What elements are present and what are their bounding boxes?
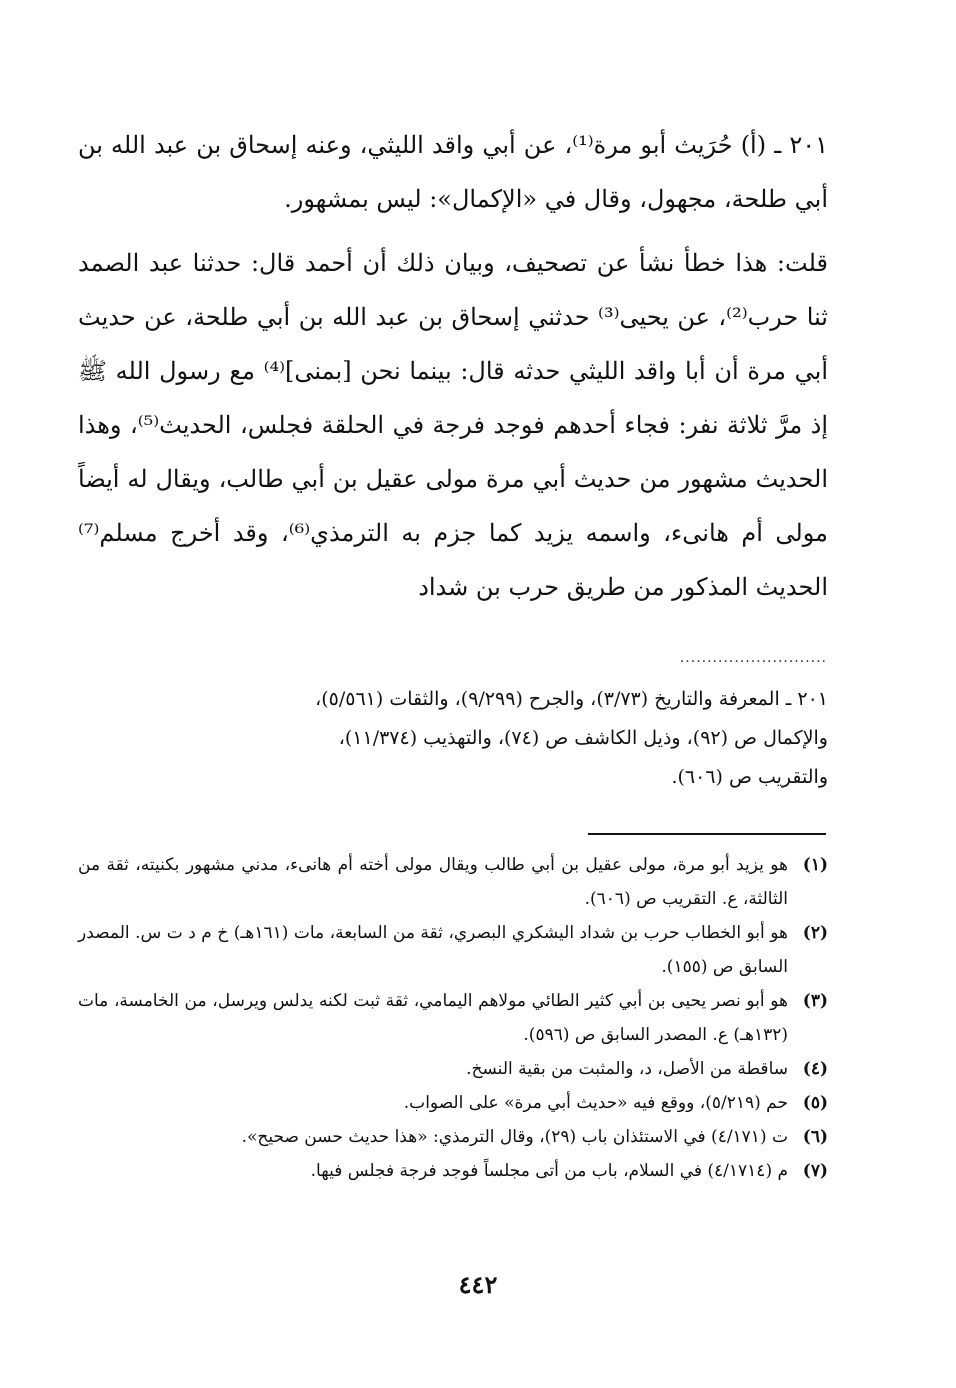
footnote-item [78, 1154, 828, 1188]
footnote-text: هو أبو الخطاب حرب بن شداد اليشكري البصري، ثقة من السابعة، مات (١٦١هـ) خ م د ت س. المصدر السابق ص (١٥٥). [78, 923, 788, 977]
footnote-item [78, 1052, 828, 1086]
footnote-text: حم (٥/٢١٩)، ووقع فيه «حديث أبي مرة» على الصواب. [403, 1093, 788, 1113]
footnote-item [78, 1120, 828, 1154]
footnote-item [78, 848, 828, 916]
main-text-block [78, 118, 828, 614]
footnote-text: هو يزيد أبو مرة، مولى عقيل بن أبي طالب ويقال مولى أخته أم هانىء، مدني مشهور بكنيته، ثقة من الثالثة، ع. التقريب ص (٦٠٦). [78, 855, 788, 909]
footnote-text: م (٤/١٧١٤) في السلام، باب من أتى مجلساً فوجد فرجة فجلس فيها. [310, 1161, 788, 1181]
footnote-number: (١) [802, 855, 828, 875]
entry-paragraph: ٢٠١ ـ (أ) حُرَيث أبو مرة⁽¹⁾، عن أبي واقد الليثي، وعنه إسحاق بن عبد الله بن أبي طلحة، مجهول، وقال في «الإكمال»: ليس بمشهور. [78, 131, 828, 213]
footnote-text: هو أبو نصر يحيى بن أبي كثير الطائي مولاهم اليمامي، ثقة ثبت لكنه يدلس ويرسل، من الخامسة، مات (١٣٢هـ) ع. المصدر السابق ص (٥٩٦). [78, 991, 788, 1045]
footnote-item [78, 1086, 828, 1120]
footnote-number: (٦) [802, 1127, 828, 1147]
footnote-number: (٣) [802, 991, 828, 1011]
page-number: ٤٤٢ [458, 1270, 498, 1299]
footnotes-list [78, 848, 828, 1188]
sources-block [250, 680, 828, 797]
footnote-item [78, 916, 828, 984]
sources-line: والإكمال ص (٩٢)، وذيل الكاشف ص (٧٤)، والتهذيب (١١/٣٧٤)، [338, 727, 828, 749]
footnote-number: (٧) [802, 1161, 828, 1181]
sources-line: والتقريب ص (٦٠٦). [671, 766, 828, 788]
footnote-number: (٢) [802, 923, 828, 943]
sources-line: ٢٠١ ـ المعرفة والتاريخ (٣/٧٣)، والجرح (٩/٢٩٩)، والثقات (٥/٥٦١)، [315, 688, 828, 710]
footnote-text: ساقطة من الأصل، د، والمثبت من بقية النسخ. [466, 1059, 788, 1079]
footnote-text: ت (٤/١٧١) في الاستئذان باب (٢٩)، وقال الترمذي: «هذا حديث حسن صحيح». [241, 1127, 788, 1147]
commentary-paragraph: قلت: هذا خطأ نشأ عن تصحيف، وبيان ذلك أن أحمد قال: حدثنا عبد الصمد ثنا حرب⁽²⁾، عن يحيى⁽³⁾ حدثني إسحاق بن عبد الله بن أبي طلحة، عن حديث أبي مرة أن أبا واقد الليثي حدثه قال: بينما نحن [بمنى]⁽⁴⁾ مع رسول الله ﷺ إذ مرَّ ثلاثة نفر: فجاء أحدهم فوجد فرجة في الحلقة فجلس، الحديث⁽⁵⁾، وهذا الحديث مشهور من حديث أبي مرة مولى عقيل بن أبي طالب، ويقال له أيضاً مولى أم هانىء، واسمه يزيد كما جزم به الترمذي⁽⁶⁾، وقد أخرج مسلم⁽⁷⁾ الحديث المذكور من طريق حرب بن شداد [78, 249, 829, 601]
continuation-dots: ........................... [679, 650, 827, 666]
footnote-item [78, 984, 828, 1052]
footnote-separator [588, 833, 826, 835]
footnote-number: (٤) [802, 1059, 828, 1079]
footnote-number: (٥) [802, 1093, 828, 1113]
